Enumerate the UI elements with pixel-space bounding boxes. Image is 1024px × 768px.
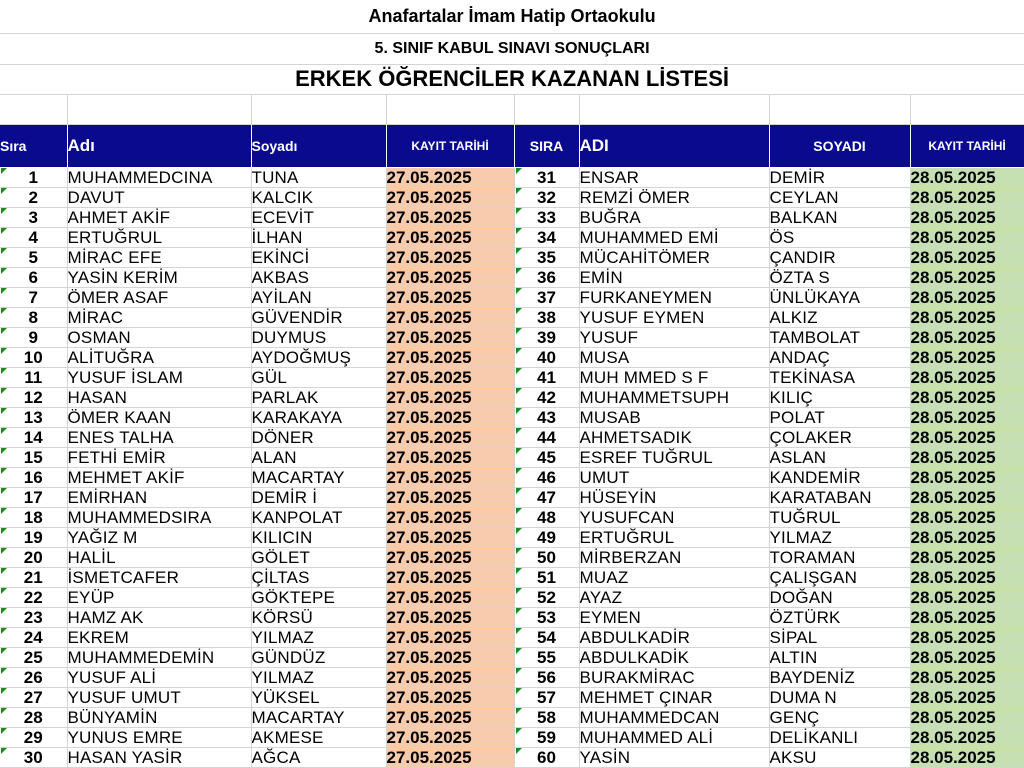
- left-number-cell[interactable]: 10: [0, 347, 67, 367]
- table-row: [0, 487, 1024, 507]
- left-name-cell[interactable]: EYÜP: [67, 587, 251, 607]
- left-name-cell[interactable]: HASAN: [67, 387, 251, 407]
- left-date-cell[interactable]: 27.05.2025: [386, 347, 514, 367]
- header-left-kayit[interactable]: KAYIT TARİHİ: [386, 124, 514, 167]
- right-surname-cell[interactable]: ASLAN: [769, 447, 910, 467]
- table-row: [0, 687, 1024, 707]
- left-surname-cell[interactable]: DEMİR İ: [251, 487, 386, 507]
- left-name-cell[interactable]: MİRAC EFE: [67, 247, 251, 267]
- left-number-cell[interactable]: 22: [0, 587, 67, 607]
- empty-cell[interactable]: [910, 94, 1024, 124]
- left-date-cell[interactable]: 27.05.2025: [386, 707, 514, 727]
- right-name-cell[interactable]: UMUT: [579, 467, 769, 487]
- right-name-cell[interactable]: ESREF TUĞRUL: [579, 447, 769, 467]
- right-date-cell[interactable]: 28.05.2025: [910, 647, 1024, 667]
- left-name-cell[interactable]: YUNUS EMRE: [67, 727, 251, 747]
- right-surname-cell[interactable]: AKSU: [769, 747, 910, 767]
- left-date-cell[interactable]: 27.05.2025: [386, 407, 514, 427]
- right-name-cell[interactable]: AYAZ: [579, 587, 769, 607]
- left-date-cell[interactable]: 27.05.2025: [386, 607, 514, 627]
- right-number-cell[interactable]: 59: [514, 727, 579, 747]
- right-name-cell[interactable]: MUSAB: [579, 407, 769, 427]
- table-row: [0, 407, 1024, 427]
- right-surname-cell[interactable]: BALKAN: [769, 207, 910, 227]
- table-row: [0, 247, 1024, 267]
- header-right-sira[interactable]: SIRA: [514, 124, 579, 167]
- table-row: [0, 567, 1024, 587]
- right-number-cell[interactable]: 46: [514, 467, 579, 487]
- right-name-cell[interactable]: MUSA: [579, 347, 769, 367]
- header-right-kayit[interactable]: KAYIT TARİHİ: [910, 124, 1024, 167]
- left-date-cell[interactable]: 27.05.2025: [386, 447, 514, 467]
- left-surname-cell[interactable]: YILMAZ: [251, 627, 386, 647]
- left-surname-cell[interactable]: ÇİLTAS: [251, 567, 386, 587]
- right-name-cell[interactable]: MÜCAHİTÖMER: [579, 247, 769, 267]
- left-number-cell[interactable]: 4: [0, 227, 67, 247]
- right-date-cell[interactable]: 28.05.2025: [910, 687, 1024, 707]
- right-name-cell[interactable]: REMZİ ÖMER: [579, 187, 769, 207]
- left-number-cell[interactable]: 7: [0, 287, 67, 307]
- left-surname-cell[interactable]: PARLAK: [251, 387, 386, 407]
- right-surname-cell[interactable]: POLAT: [769, 407, 910, 427]
- right-number-cell[interactable]: 41: [514, 367, 579, 387]
- right-name-cell[interactable]: ENSAR: [579, 167, 769, 187]
- empty-cell[interactable]: [769, 94, 910, 124]
- right-name-cell[interactable]: YASİN: [579, 747, 769, 767]
- right-surname-cell[interactable]: ÖZTÜRK: [769, 607, 910, 627]
- left-date-cell[interactable]: 27.05.2025: [386, 167, 514, 187]
- left-surname-cell[interactable]: GÜNDÜZ: [251, 647, 386, 667]
- left-date-cell[interactable]: 27.05.2025: [386, 387, 514, 407]
- left-name-cell[interactable]: ERTUĞRUL: [67, 227, 251, 247]
- left-number-cell[interactable]: 21: [0, 567, 67, 587]
- right-number-cell[interactable]: 49: [514, 527, 579, 547]
- right-date-cell[interactable]: 28.05.2025: [910, 367, 1024, 387]
- list-title: ERKEK ÖĞRENCİLER KAZANAN LİSTESİ: [0, 64, 1024, 94]
- left-surname-cell[interactable]: AYDOĞMUŞ: [251, 347, 386, 367]
- right-surname-cell[interactable]: GENÇ: [769, 707, 910, 727]
- left-name-cell[interactable]: YASİN KERİM: [67, 267, 251, 287]
- table-row: [0, 327, 1024, 347]
- right-number-cell[interactable]: 36: [514, 267, 579, 287]
- right-number-cell[interactable]: 54: [514, 627, 579, 647]
- empty-cell[interactable]: [386, 94, 514, 124]
- left-number-cell[interactable]: 28: [0, 707, 67, 727]
- left-name-cell[interactable]: BÜNYAMİN: [67, 707, 251, 727]
- left-date-cell[interactable]: 27.05.2025: [386, 207, 514, 227]
- right-date-cell[interactable]: 28.05.2025: [910, 227, 1024, 247]
- right-name-cell[interactable]: ABDULKADİK: [579, 647, 769, 667]
- right-date-cell[interactable]: 28.05.2025: [910, 207, 1024, 227]
- table-row: [0, 347, 1024, 367]
- left-date-cell[interactable]: 27.05.2025: [386, 287, 514, 307]
- left-date-cell[interactable]: 27.05.2025: [386, 467, 514, 487]
- right-name-cell[interactable]: MUHAMMED EMİ: [579, 227, 769, 247]
- header-left-adi[interactable]: Adı: [67, 124, 251, 167]
- table-row: [0, 647, 1024, 667]
- table-row: [0, 207, 1024, 227]
- right-surname-cell[interactable]: KILIÇ: [769, 387, 910, 407]
- table-row: [0, 587, 1024, 607]
- left-number-cell[interactable]: 24: [0, 627, 67, 647]
- left-date-cell[interactable]: 27.05.2025: [386, 627, 514, 647]
- right-number-cell[interactable]: 31: [514, 167, 579, 187]
- right-surname-cell[interactable]: TORAMAN: [769, 547, 910, 567]
- right-name-cell[interactable]: EYMEN: [579, 607, 769, 627]
- table-row: [0, 507, 1024, 527]
- table-row: [0, 527, 1024, 547]
- left-name-cell[interactable]: MEHMET AKİF: [67, 467, 251, 487]
- left-name-cell[interactable]: ENES TALHA: [67, 427, 251, 447]
- right-surname-cell[interactable]: TUĞRUL: [769, 507, 910, 527]
- left-name-cell[interactable]: AHMET AKİF: [67, 207, 251, 227]
- left-number-cell[interactable]: 30: [0, 747, 67, 767]
- right-date-cell[interactable]: 28.05.2025: [910, 507, 1024, 527]
- right-name-cell[interactable]: YUSUF EYMEN: [579, 307, 769, 327]
- right-date-cell[interactable]: 28.05.2025: [910, 387, 1024, 407]
- right-number-cell[interactable]: 55: [514, 647, 579, 667]
- left-name-cell[interactable]: EMİRHAN: [67, 487, 251, 507]
- right-name-cell[interactable]: MUHAMMETSUPH: [579, 387, 769, 407]
- right-name-cell[interactable]: EMİN: [579, 267, 769, 287]
- right-date-cell[interactable]: 28.05.2025: [910, 267, 1024, 287]
- right-name-cell[interactable]: HÜSEYİN: [579, 487, 769, 507]
- right-date-cell[interactable]: 28.05.2025: [910, 447, 1024, 467]
- left-date-cell[interactable]: 27.05.2025: [386, 267, 514, 287]
- left-name-cell[interactable]: EKREM: [67, 627, 251, 647]
- right-number-cell[interactable]: 50: [514, 547, 579, 567]
- left-name-cell[interactable]: MUHAMMEDCINA: [67, 167, 251, 187]
- empty-cell[interactable]: [514, 94, 579, 124]
- left-date-cell[interactable]: 27.05.2025: [386, 487, 514, 507]
- right-surname-cell[interactable]: ALKIZ: [769, 307, 910, 327]
- left-number-cell[interactable]: 18: [0, 507, 67, 527]
- right-number-cell[interactable]: 35: [514, 247, 579, 267]
- left-number-cell[interactable]: 11: [0, 367, 67, 387]
- left-date-cell[interactable]: 27.05.2025: [386, 247, 514, 267]
- right-number-cell[interactable]: 56: [514, 667, 579, 687]
- left-number-cell[interactable]: 2: [0, 187, 67, 207]
- left-number-cell[interactable]: 1: [0, 167, 67, 187]
- left-number-cell[interactable]: 16: [0, 467, 67, 487]
- left-number-cell[interactable]: 14: [0, 427, 67, 447]
- left-date-cell[interactable]: 27.05.2025: [386, 427, 514, 447]
- right-number-cell[interactable]: 38: [514, 307, 579, 327]
- empty-cell[interactable]: [67, 94, 251, 124]
- left-name-cell[interactable]: ÖMER ASAF: [67, 287, 251, 307]
- right-surname-cell[interactable]: DEMİR: [769, 167, 910, 187]
- left-surname-cell[interactable]: İLHAN: [251, 227, 386, 247]
- table-row: [0, 747, 1024, 767]
- right-surname-cell[interactable]: ANDAÇ: [769, 347, 910, 367]
- right-number-cell[interactable]: 32: [514, 187, 579, 207]
- right-surname-cell[interactable]: DELİKANLI: [769, 727, 910, 747]
- right-date-cell[interactable]: 28.05.2025: [910, 287, 1024, 307]
- table-row: [0, 287, 1024, 307]
- right-surname-cell[interactable]: ÜNLÜKAYA: [769, 287, 910, 307]
- right-surname-cell[interactable]: ÇANDIR: [769, 247, 910, 267]
- right-surname-cell[interactable]: ALTIN: [769, 647, 910, 667]
- left-number-cell[interactable]: 15: [0, 447, 67, 467]
- right-name-cell[interactable]: BURAKMİRAC: [579, 667, 769, 687]
- right-date-cell[interactable]: 28.05.2025: [910, 547, 1024, 567]
- left-number-cell[interactable]: 17: [0, 487, 67, 507]
- left-name-cell[interactable]: ÖMER KAAN: [67, 407, 251, 427]
- header-right-adi[interactable]: ADI: [579, 124, 769, 167]
- right-name-cell[interactable]: MUH MMED S F: [579, 367, 769, 387]
- right-date-cell[interactable]: 28.05.2025: [910, 527, 1024, 547]
- left-surname-cell[interactable]: KILICIN: [251, 527, 386, 547]
- left-surname-cell[interactable]: DÖNER: [251, 427, 386, 447]
- right-date-cell[interactable]: 28.05.2025: [910, 567, 1024, 587]
- right-surname-cell[interactable]: ÇOLAKER: [769, 427, 910, 447]
- left-surname-cell[interactable]: MACARTAY: [251, 467, 386, 487]
- right-date-cell[interactable]: 28.05.2025: [910, 607, 1024, 627]
- left-date-cell[interactable]: 27.05.2025: [386, 187, 514, 207]
- header-right-soyadi[interactable]: SOYADI: [769, 124, 910, 167]
- right-number-cell[interactable]: 53: [514, 607, 579, 627]
- left-date-cell[interactable]: 27.05.2025: [386, 647, 514, 667]
- left-name-cell[interactable]: MUHAMMEDSIRA: [67, 507, 251, 527]
- left-name-cell[interactable]: HAMZ AK: [67, 607, 251, 627]
- right-date-cell[interactable]: 28.05.2025: [910, 327, 1024, 347]
- right-number-cell[interactable]: 60: [514, 747, 579, 767]
- right-name-cell[interactable]: YUSUFCAN: [579, 507, 769, 527]
- left-surname-cell[interactable]: EKİNCİ: [251, 247, 386, 267]
- right-number-cell[interactable]: 42: [514, 387, 579, 407]
- right-surname-cell[interactable]: ÖZTA S: [769, 267, 910, 287]
- header-left-soyadi[interactable]: Soyadı: [251, 124, 386, 167]
- left-date-cell[interactable]: 27.05.2025: [386, 587, 514, 607]
- right-surname-cell[interactable]: DUMA N: [769, 687, 910, 707]
- right-name-cell[interactable]: MEHMET ÇINAR: [579, 687, 769, 707]
- header-left-sira[interactable]: Sıra: [0, 124, 67, 167]
- right-number-cell[interactable]: 47: [514, 487, 579, 507]
- left-date-cell[interactable]: 27.05.2025: [386, 547, 514, 567]
- left-surname-cell[interactable]: AKMESE: [251, 727, 386, 747]
- right-surname-cell[interactable]: DOĞAN: [769, 587, 910, 607]
- left-surname-cell[interactable]: KÖRSÜ: [251, 607, 386, 627]
- left-surname-cell[interactable]: AKBAS: [251, 267, 386, 287]
- blank-row: [0, 94, 1024, 124]
- right-name-cell[interactable]: MUAZ: [579, 567, 769, 587]
- left-surname-cell[interactable]: KARAKAYA: [251, 407, 386, 427]
- right-date-cell[interactable]: 28.05.2025: [910, 667, 1024, 687]
- right-number-cell[interactable]: 52: [514, 587, 579, 607]
- table-row: [0, 627, 1024, 647]
- left-number-cell[interactable]: 23: [0, 607, 67, 627]
- exam-title: 5. SINIF KABUL SINAVI SONUÇLARI: [0, 33, 1024, 64]
- left-surname-cell[interactable]: ALAN: [251, 447, 386, 467]
- left-number-cell[interactable]: 6: [0, 267, 67, 287]
- right-date-cell[interactable]: 28.05.2025: [910, 167, 1024, 187]
- left-name-cell[interactable]: MİRAC: [67, 307, 251, 327]
- right-number-cell[interactable]: 43: [514, 407, 579, 427]
- right-date-cell[interactable]: 28.05.2025: [910, 707, 1024, 727]
- right-number-cell[interactable]: 58: [514, 707, 579, 727]
- left-date-cell[interactable]: 27.05.2025: [386, 367, 514, 387]
- table-row: [0, 427, 1024, 447]
- table-row: [0, 607, 1024, 627]
- right-surname-cell[interactable]: ÇALIŞGAN: [769, 567, 910, 587]
- table-row: [0, 667, 1024, 687]
- right-number-cell[interactable]: 51: [514, 567, 579, 587]
- right-surname-cell[interactable]: ÖS: [769, 227, 910, 247]
- empty-cell[interactable]: [579, 94, 769, 124]
- left-name-cell[interactable]: İSMETCAFER: [67, 567, 251, 587]
- left-number-cell[interactable]: 8: [0, 307, 67, 327]
- right-number-cell[interactable]: 34: [514, 227, 579, 247]
- empty-cell[interactable]: [0, 94, 67, 124]
- table-row: [0, 447, 1024, 467]
- table-row: [0, 727, 1024, 747]
- table-row: [0, 387, 1024, 407]
- right-surname-cell[interactable]: CEYLAN: [769, 187, 910, 207]
- left-surname-cell[interactable]: GÜVENDİR: [251, 307, 386, 327]
- table-row: [0, 187, 1024, 207]
- left-name-cell[interactable]: OSMAN: [67, 327, 251, 347]
- header-row: [0, 124, 1024, 167]
- right-number-cell[interactable]: 37: [514, 287, 579, 307]
- left-name-cell[interactable]: MUHAMMEDEMİN: [67, 647, 251, 667]
- left-name-cell[interactable]: DAVUT: [67, 187, 251, 207]
- right-surname-cell[interactable]: TEKİNASA: [769, 367, 910, 387]
- left-surname-cell[interactable]: TUNA: [251, 167, 386, 187]
- right-date-cell[interactable]: 28.05.2025: [910, 247, 1024, 267]
- right-surname-cell[interactable]: KANDEMİR: [769, 467, 910, 487]
- left-date-cell[interactable]: 27.05.2025: [386, 327, 514, 347]
- right-name-cell[interactable]: MUHAMMED ALİ: [579, 727, 769, 747]
- left-date-cell[interactable]: 27.05.2025: [386, 507, 514, 527]
- right-surname-cell[interactable]: BAYDENİZ: [769, 667, 910, 687]
- table-row: [0, 167, 1024, 187]
- right-name-cell[interactable]: ERTUĞRUL: [579, 527, 769, 547]
- left-number-cell[interactable]: 19: [0, 527, 67, 547]
- right-number-cell[interactable]: 48: [514, 507, 579, 527]
- right-date-cell[interactable]: 28.05.2025: [910, 627, 1024, 647]
- table-row: [0, 367, 1024, 387]
- empty-cell[interactable]: [251, 94, 386, 124]
- right-date-cell[interactable]: 28.05.2025: [910, 467, 1024, 487]
- left-name-cell[interactable]: HASAN YASİR: [67, 747, 251, 767]
- right-date-cell[interactable]: 28.05.2025: [910, 747, 1024, 767]
- left-surname-cell[interactable]: KALCIK: [251, 187, 386, 207]
- left-surname-cell[interactable]: KANPOLAT: [251, 507, 386, 527]
- left-number-cell[interactable]: 12: [0, 387, 67, 407]
- left-surname-cell[interactable]: AĞCA: [251, 747, 386, 767]
- left-surname-cell[interactable]: YÜKSEL: [251, 687, 386, 707]
- right-number-cell[interactable]: 57: [514, 687, 579, 707]
- right-date-cell[interactable]: 28.05.2025: [910, 587, 1024, 607]
- right-number-cell[interactable]: 45: [514, 447, 579, 467]
- right-date-cell[interactable]: 28.05.2025: [910, 187, 1024, 207]
- left-surname-cell[interactable]: GÖLET: [251, 547, 386, 567]
- right-date-cell[interactable]: 28.05.2025: [910, 427, 1024, 447]
- table-row: [0, 467, 1024, 487]
- left-number-cell[interactable]: 27: [0, 687, 67, 707]
- table-row: [0, 307, 1024, 327]
- right-name-cell[interactable]: YUSUF: [579, 327, 769, 347]
- left-date-cell[interactable]: 27.05.2025: [386, 227, 514, 247]
- left-name-cell[interactable]: ALİTUĞRA: [67, 347, 251, 367]
- left-name-cell[interactable]: HALİL: [67, 547, 251, 567]
- left-name-cell[interactable]: YUSUF ALİ: [67, 667, 251, 687]
- left-date-cell[interactable]: 27.05.2025: [386, 727, 514, 747]
- right-number-cell[interactable]: 39: [514, 327, 579, 347]
- left-number-cell[interactable]: 29: [0, 727, 67, 747]
- left-number-cell[interactable]: 13: [0, 407, 67, 427]
- right-name-cell[interactable]: MUHAMMEDCAN: [579, 707, 769, 727]
- left-number-cell[interactable]: 5: [0, 247, 67, 267]
- left-name-cell[interactable]: YAĞIZ M: [67, 527, 251, 547]
- right-name-cell[interactable]: AHMETSADIK: [579, 427, 769, 447]
- table-row: [0, 267, 1024, 287]
- right-name-cell[interactable]: FURKANEYMEN: [579, 287, 769, 307]
- right-date-cell[interactable]: 28.05.2025: [910, 727, 1024, 747]
- left-surname-cell[interactable]: GÖKTEPE: [251, 587, 386, 607]
- left-surname-cell[interactable]: DUYMUS: [251, 327, 386, 347]
- table-row: [0, 227, 1024, 247]
- left-surname-cell[interactable]: YILMAZ: [251, 667, 386, 687]
- left-surname-cell[interactable]: GÜL: [251, 367, 386, 387]
- table-row: [0, 707, 1024, 727]
- left-name-cell[interactable]: YUSUF UMUT: [67, 687, 251, 707]
- right-number-cell[interactable]: 44: [514, 427, 579, 447]
- left-surname-cell[interactable]: AYİLAN: [251, 287, 386, 307]
- right-number-cell[interactable]: 33: [514, 207, 579, 227]
- left-number-cell[interactable]: 25: [0, 647, 67, 667]
- right-surname-cell[interactable]: TAMBOLAT: [769, 327, 910, 347]
- left-name-cell[interactable]: FETHİ EMİR: [67, 447, 251, 467]
- left-date-cell[interactable]: 27.05.2025: [386, 747, 514, 767]
- left-date-cell[interactable]: 27.05.2025: [386, 307, 514, 327]
- left-number-cell[interactable]: 26: [0, 667, 67, 687]
- right-date-cell[interactable]: 28.05.2025: [910, 347, 1024, 367]
- right-date-cell[interactable]: 28.05.2025: [910, 487, 1024, 507]
- right-surname-cell[interactable]: KARATABAN: [769, 487, 910, 507]
- right-number-cell[interactable]: 40: [514, 347, 579, 367]
- right-name-cell[interactable]: MİRBERZAN: [579, 547, 769, 567]
- right-date-cell[interactable]: 28.05.2025: [910, 307, 1024, 327]
- right-name-cell[interactable]: BUĞRA: [579, 207, 769, 227]
- left-date-cell[interactable]: 27.05.2025: [386, 687, 514, 707]
- right-surname-cell[interactable]: YILMAZ: [769, 527, 910, 547]
- right-name-cell[interactable]: ABDULKADİR: [579, 627, 769, 647]
- left-date-cell[interactable]: 27.05.2025: [386, 527, 514, 547]
- table-row: [0, 547, 1024, 567]
- left-name-cell[interactable]: YUSUF İSLAM: [67, 367, 251, 387]
- right-surname-cell[interactable]: SİPAL: [769, 627, 910, 647]
- left-number-cell[interactable]: 9: [0, 327, 67, 347]
- school-title: Anafartalar İmam Hatip Ortaokulu: [0, 0, 1024, 33]
- left-surname-cell[interactable]: ECEVİT: [251, 207, 386, 227]
- left-surname-cell[interactable]: MACARTAY: [251, 707, 386, 727]
- right-date-cell[interactable]: 28.05.2025: [910, 407, 1024, 427]
- left-date-cell[interactable]: 27.05.2025: [386, 567, 514, 587]
- left-date-cell[interactable]: 27.05.2025: [386, 667, 514, 687]
- left-number-cell[interactable]: 20: [0, 547, 67, 567]
- left-number-cell[interactable]: 3: [0, 207, 67, 227]
